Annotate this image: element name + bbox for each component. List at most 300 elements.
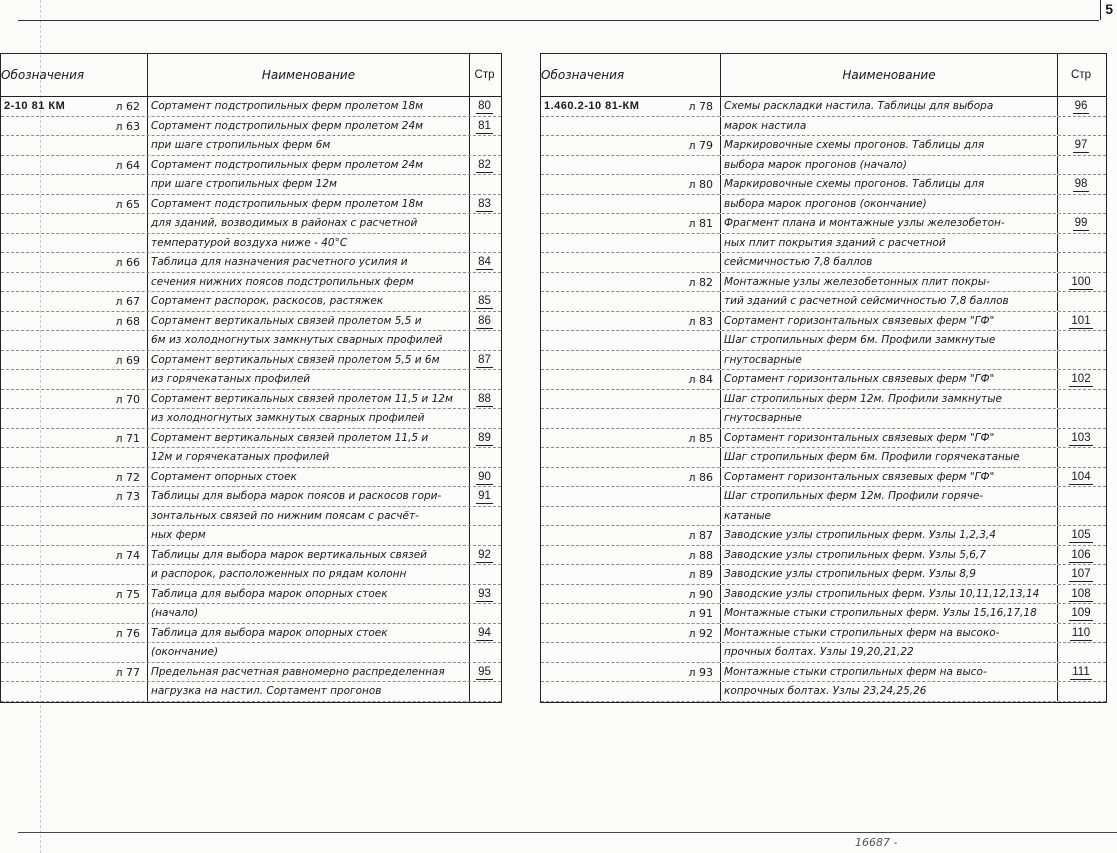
sheet-number: л 90 bbox=[688, 587, 713, 601]
page-cell bbox=[470, 117, 499, 136]
name-cell: Сортамент подстропильных ферм пролетом 18м bbox=[148, 97, 470, 116]
page-cell bbox=[470, 214, 499, 233]
sheet-number bbox=[140, 526, 144, 545]
name-cell: Сортамент горизонтальных связевых ферм "ГФ" bbox=[721, 429, 1058, 448]
table-row bbox=[1, 429, 501, 449]
top-rule bbox=[18, 20, 1099, 21]
sheet-number: л 79 bbox=[688, 139, 713, 152]
table-row bbox=[1, 175, 501, 195]
page-cell bbox=[1058, 585, 1104, 604]
page-cell bbox=[1058, 448, 1104, 467]
name-cell: гнутосварные bbox=[721, 351, 1058, 370]
table-row bbox=[1, 409, 501, 429]
table-row bbox=[541, 370, 1106, 390]
name-cell: Сортамент подстропильных ферм пролетом 24м bbox=[148, 117, 470, 136]
page-value: 87 bbox=[478, 353, 491, 366]
table-header bbox=[541, 54, 1106, 97]
page-cell bbox=[470, 643, 499, 662]
table-row bbox=[541, 507, 1106, 527]
name-cell: Таблица для назначения расчетного усилия и bbox=[148, 253, 470, 272]
sheet-number bbox=[713, 331, 717, 350]
table-row bbox=[541, 429, 1106, 449]
sheet-number: л 91 bbox=[688, 607, 713, 620]
page-value: 107 bbox=[1071, 568, 1091, 580]
sheet-number bbox=[713, 156, 717, 175]
designation-cell bbox=[541, 546, 721, 565]
name-cell: Заводские узлы стропильных ферм. Узлы 5,6,7 bbox=[721, 546, 1058, 565]
table-row bbox=[541, 663, 1106, 683]
table-row bbox=[1, 370, 501, 390]
sheet-number bbox=[713, 643, 717, 662]
designation-cell bbox=[541, 312, 721, 331]
page-cell bbox=[470, 156, 499, 175]
table-body bbox=[1, 97, 501, 702]
designation-cell bbox=[541, 253, 721, 272]
page-value: 110 bbox=[1071, 626, 1091, 639]
name-cell: температурой воздуха ниже - 40°С bbox=[148, 234, 470, 253]
designation-cell bbox=[1, 390, 148, 409]
sheet-number bbox=[713, 682, 717, 701]
name-cell: Фрагмент плана и монтажные узлы железобетон- bbox=[721, 214, 1058, 233]
name-cell: Монтажные стыки стропильных ферм на высоко- bbox=[721, 624, 1058, 643]
page-cell bbox=[1058, 468, 1104, 487]
designation-cell bbox=[1, 585, 148, 604]
sheet-number: л 92 bbox=[688, 626, 713, 640]
table-row bbox=[1, 585, 501, 605]
sheet-number bbox=[140, 604, 144, 623]
page-cell bbox=[470, 448, 499, 467]
name-cell: Заводские узлы стропильных ферм. Узлы 1,2,3,4 bbox=[721, 526, 1058, 545]
table-row bbox=[1, 331, 501, 351]
designation-cell bbox=[541, 526, 721, 545]
designation-cell bbox=[1, 97, 148, 116]
designation-cell bbox=[541, 565, 721, 584]
sheet-number bbox=[140, 214, 144, 233]
table-row bbox=[541, 682, 1106, 702]
page-cell bbox=[1058, 253, 1104, 272]
page-cell bbox=[470, 429, 499, 448]
page-value: 99 bbox=[1074, 217, 1088, 229]
designation-cell bbox=[541, 370, 721, 389]
header-designation: Обозначения bbox=[1, 54, 148, 96]
name-cell: (начало) bbox=[148, 604, 470, 623]
name-cell: Сортамент вертикальных связей пролетом 5,5 и bbox=[148, 312, 470, 331]
page-cell bbox=[1058, 643, 1104, 662]
page-value: 108 bbox=[1071, 587, 1091, 600]
designation-cell bbox=[1, 351, 148, 370]
table-row bbox=[1, 214, 501, 234]
document-mark: 16687 - bbox=[855, 836, 898, 849]
name-cell: и распорок, расположенных по рядам колонн bbox=[148, 565, 470, 584]
page-value: 98 bbox=[1074, 178, 1088, 190]
designation-cell bbox=[1, 468, 148, 487]
name-cell: 12м и горячекатаных профилей bbox=[148, 448, 470, 467]
page-value: 101 bbox=[1071, 314, 1091, 327]
sheet-number: л 70 bbox=[115, 392, 140, 406]
designation-cell bbox=[541, 273, 721, 292]
designation-cell bbox=[1, 175, 148, 194]
page-cell bbox=[1058, 370, 1104, 389]
table-row bbox=[1, 546, 501, 566]
page-value: 102 bbox=[1071, 373, 1091, 385]
page-value: 91 bbox=[478, 490, 491, 502]
table-row bbox=[1, 468, 501, 488]
page-cell bbox=[470, 234, 499, 253]
name-cell: зонтальных связей по нижним поясам с расчёт- bbox=[148, 507, 470, 526]
name-cell: Таблица для выбора марок опорных стоек bbox=[148, 585, 470, 604]
table-row bbox=[1, 351, 501, 371]
page-cell bbox=[1058, 526, 1104, 545]
designation-cell bbox=[1, 624, 148, 643]
table-row bbox=[541, 97, 1106, 117]
designation-cell bbox=[541, 682, 721, 701]
page-cell bbox=[470, 624, 499, 643]
designation-cell bbox=[541, 390, 721, 409]
designation-cell bbox=[541, 507, 721, 526]
designation-cell bbox=[541, 643, 721, 662]
sheet-number bbox=[140, 136, 144, 155]
sheet-number: л 73 bbox=[115, 490, 140, 503]
sheet-number: л 66 bbox=[115, 256, 140, 269]
designation-cell bbox=[541, 195, 721, 214]
page-cell bbox=[1058, 97, 1104, 116]
page-cell bbox=[1058, 214, 1104, 233]
table-row bbox=[541, 273, 1106, 293]
designation-cell bbox=[1, 604, 148, 623]
page-cell bbox=[470, 663, 499, 682]
designation-cell bbox=[541, 136, 721, 155]
sheet-number bbox=[140, 448, 144, 467]
designation-cell bbox=[541, 624, 721, 643]
table-row bbox=[541, 643, 1106, 663]
contents-table-left bbox=[0, 53, 502, 703]
name-cell: тий зданий с расчетной сейсмичностью 7,8 баллов bbox=[721, 292, 1058, 311]
page-cell bbox=[1058, 487, 1104, 506]
designation-cell bbox=[1, 195, 148, 214]
designation-cell bbox=[1, 565, 148, 584]
table-row bbox=[1, 390, 501, 410]
table-row bbox=[541, 390, 1106, 410]
sheet-number: л 67 bbox=[115, 295, 140, 308]
table-row bbox=[541, 546, 1106, 566]
page-cell bbox=[1058, 409, 1104, 428]
sheet-number: л 86 bbox=[688, 470, 713, 484]
name-cell: сейсмичностью 7,8 баллов bbox=[721, 253, 1058, 272]
page-cell bbox=[470, 370, 499, 389]
designation-cell bbox=[1, 429, 148, 448]
name-cell: Заводские узлы стропильных ферм. Узлы 10,11,12,13,14 bbox=[721, 585, 1058, 604]
page-cell bbox=[470, 507, 499, 526]
name-cell: при шаге стропильных ферм 12м bbox=[148, 175, 470, 194]
sheet-number: л 68 bbox=[115, 314, 140, 328]
page-value: 84 bbox=[478, 256, 491, 268]
page-cell bbox=[1058, 682, 1104, 701]
page-value: 92 bbox=[478, 548, 491, 561]
table-row bbox=[541, 624, 1106, 644]
page-value: 104 bbox=[1071, 470, 1091, 483]
page-value: 88 bbox=[478, 392, 491, 405]
designation-cell bbox=[541, 585, 721, 604]
page-value: 83 bbox=[478, 197, 491, 210]
name-cell: Монтажные стыки стропильных ферм. Узлы 15,16,17,18 bbox=[721, 604, 1058, 623]
sheet-number: л 88 bbox=[688, 548, 713, 562]
sheet-number bbox=[140, 273, 144, 292]
table-row bbox=[1, 292, 501, 312]
table-row bbox=[1, 526, 501, 546]
header-page: Стр bbox=[474, 69, 495, 81]
table-row bbox=[1, 507, 501, 527]
name-cell: марок настила bbox=[721, 117, 1058, 136]
designation-cell bbox=[1, 292, 148, 311]
name-cell: Таблицы для выбора марок поясов и раскосов гори- bbox=[148, 487, 470, 506]
sheet-number bbox=[140, 565, 144, 584]
page-value: 93 bbox=[478, 587, 491, 600]
table-row bbox=[1, 234, 501, 254]
designation-cell bbox=[1, 526, 148, 545]
sheet-number: л 77 bbox=[115, 665, 140, 679]
header-name: Наименование bbox=[148, 54, 470, 96]
sheet-number bbox=[713, 195, 717, 214]
sheet-number: л 82 bbox=[688, 275, 713, 289]
name-cell: Схемы раскладки настила. Таблицы для выбора bbox=[721, 97, 1058, 116]
sheet-number bbox=[713, 351, 717, 370]
name-cell: выбора марок прогонов (окончание) bbox=[721, 195, 1058, 214]
designation-cell bbox=[541, 409, 721, 428]
name-cell: Предельная расчетная равномерно распределенная bbox=[148, 663, 470, 682]
designation-cell bbox=[541, 448, 721, 467]
table-row bbox=[541, 409, 1106, 429]
name-cell: сечения нижних поясов подстропильных ферм bbox=[148, 273, 470, 292]
page-cell bbox=[1058, 663, 1104, 682]
page-value: 103 bbox=[1071, 431, 1091, 444]
page-cell bbox=[1058, 234, 1104, 253]
page-cell bbox=[470, 136, 499, 155]
table-row bbox=[541, 565, 1106, 585]
page-value: 89 bbox=[478, 431, 491, 444]
header-designation: Обозначения bbox=[541, 54, 721, 96]
table-row bbox=[541, 604, 1106, 624]
table-row bbox=[1, 663, 501, 683]
table-row bbox=[1, 682, 501, 702]
sheet-number: л 69 bbox=[115, 353, 140, 367]
designation-cell bbox=[1, 214, 148, 233]
page-cell bbox=[470, 526, 499, 545]
page-cell bbox=[1058, 312, 1104, 331]
sheet-number bbox=[140, 643, 144, 662]
designation-cell bbox=[1, 663, 148, 682]
name-cell: ных плит покрытия зданий с расчетной bbox=[721, 234, 1058, 253]
page-cell bbox=[1058, 429, 1104, 448]
sheet-number bbox=[713, 448, 717, 467]
page-value: 86 bbox=[478, 314, 491, 327]
page-value: 97 bbox=[1074, 139, 1088, 151]
page-cell bbox=[470, 585, 499, 604]
header-page: Стр bbox=[1071, 69, 1091, 81]
sheet-number bbox=[713, 117, 717, 136]
designation-cell bbox=[541, 214, 721, 233]
designation-cell bbox=[541, 175, 721, 194]
page-cell bbox=[470, 565, 499, 584]
table-row bbox=[1, 565, 501, 585]
page-cell bbox=[1058, 604, 1104, 623]
sheet-number bbox=[140, 682, 144, 701]
sheet-number: л 75 bbox=[115, 587, 140, 601]
page-number: 5 bbox=[1100, 0, 1113, 20]
table-row bbox=[1, 195, 501, 215]
name-cell: при шаге стропильных ферм 6м bbox=[148, 136, 470, 155]
page-cell bbox=[1058, 175, 1104, 194]
page-value: 109 bbox=[1071, 607, 1091, 619]
bottom-rule bbox=[18, 832, 1117, 833]
table-row bbox=[541, 526, 1106, 546]
name-cell: гнутосварные bbox=[721, 409, 1058, 428]
sheet-number: л 81 bbox=[688, 217, 713, 230]
sheet-number: л 87 bbox=[688, 529, 713, 542]
sheet-number: л 74 bbox=[115, 548, 140, 562]
table-row bbox=[541, 585, 1106, 605]
page-cell bbox=[470, 390, 499, 409]
page-cell bbox=[1058, 507, 1104, 526]
designation-cell bbox=[541, 487, 721, 506]
table-row bbox=[541, 331, 1106, 351]
page-cell bbox=[1058, 136, 1104, 155]
designation-cell bbox=[541, 351, 721, 370]
table-row bbox=[541, 292, 1106, 312]
page-cell bbox=[470, 273, 499, 292]
page-cell bbox=[470, 97, 499, 116]
name-cell: (окончание) bbox=[148, 643, 470, 662]
designation-cell bbox=[1, 448, 148, 467]
designation-cell bbox=[1, 370, 148, 389]
designation-cell bbox=[1, 643, 148, 662]
page-cell bbox=[470, 604, 499, 623]
page-value: 106 bbox=[1071, 548, 1091, 561]
table-row bbox=[541, 136, 1106, 156]
name-cell: из холодногнутых замкнутых сварных профилей bbox=[148, 409, 470, 428]
page-cell bbox=[1058, 565, 1104, 584]
page-cell bbox=[470, 331, 499, 350]
name-cell: катаные bbox=[721, 507, 1058, 526]
sheet-number: л 63 bbox=[115, 119, 140, 133]
designation-cell bbox=[541, 429, 721, 448]
designation-cell bbox=[541, 97, 721, 116]
designation-cell bbox=[1, 156, 148, 175]
sheet-number bbox=[140, 234, 144, 253]
table-row bbox=[1, 136, 501, 156]
designation-cell bbox=[541, 234, 721, 253]
name-cell: Таблицы для выбора марок вертикальных связей bbox=[148, 546, 470, 565]
name-cell: для зданий, возводимых в районах с расчетной bbox=[148, 214, 470, 233]
name-cell: Маркировочные схемы прогонов. Таблицы для bbox=[721, 136, 1058, 155]
name-cell: Сортамент вертикальных связей пролетом 5,5 и 6м bbox=[148, 351, 470, 370]
sheet-number bbox=[713, 487, 717, 506]
designation-cell bbox=[541, 292, 721, 311]
table-row bbox=[1, 273, 501, 293]
sheet-number: л 72 bbox=[115, 470, 140, 484]
table-row bbox=[1, 643, 501, 663]
page-cell bbox=[1058, 273, 1104, 292]
table-row bbox=[1, 487, 501, 507]
designation-cell bbox=[1, 682, 148, 701]
page-value: 100 bbox=[1071, 275, 1091, 288]
designation-cell bbox=[1, 312, 148, 331]
sheet-number: л 64 bbox=[115, 158, 140, 172]
header-name: Наименование bbox=[721, 54, 1058, 96]
page-cell bbox=[470, 292, 499, 311]
page-cell bbox=[470, 253, 499, 272]
name-cell: Сортамент подстропильных ферм пролетом 24м bbox=[148, 156, 470, 175]
designation-cell bbox=[541, 604, 721, 623]
name-cell: Сортамент подстропильных ферм пролетом 18м bbox=[148, 195, 470, 214]
name-cell: Сортамент вертикальных связей пролетом 11,5 и 12м bbox=[148, 390, 470, 409]
page-cell bbox=[1058, 624, 1104, 643]
page-value: 105 bbox=[1071, 529, 1091, 541]
page-cell bbox=[470, 195, 499, 214]
name-cell: прочных болтах. Узлы 19,20,21,22 bbox=[721, 643, 1058, 662]
designation-cell bbox=[1, 136, 148, 155]
name-cell: выбора марок прогонов (начало) bbox=[721, 156, 1058, 175]
table-row bbox=[541, 195, 1106, 215]
page-cell bbox=[1058, 390, 1104, 409]
page-cell bbox=[470, 175, 499, 194]
table-row bbox=[1, 117, 501, 137]
name-cell: Сортамент вертикальных связей пролетом 11,5 и bbox=[148, 429, 470, 448]
sheet-number: л 84 bbox=[688, 373, 713, 386]
designation-cell bbox=[1, 546, 148, 565]
table-row bbox=[1, 156, 501, 176]
sheet-number bbox=[713, 253, 717, 272]
table-row bbox=[541, 156, 1106, 176]
designation-cell bbox=[1, 117, 148, 136]
table-row bbox=[1, 604, 501, 624]
table-row bbox=[1, 253, 501, 273]
sheet-number: л 93 bbox=[688, 665, 713, 679]
designation-cell bbox=[541, 156, 721, 175]
table-row bbox=[1, 448, 501, 468]
sheet-number: л 76 bbox=[115, 626, 140, 640]
sheet-number: л 80 bbox=[688, 178, 713, 191]
page-value: 85 bbox=[478, 295, 491, 307]
table-row bbox=[541, 234, 1106, 254]
name-cell: Заводские узлы стропильных ферм. Узлы 8,9 bbox=[721, 565, 1058, 584]
page-cell bbox=[1058, 292, 1104, 311]
table-row bbox=[541, 253, 1106, 273]
designation-cell bbox=[541, 468, 721, 487]
name-cell: Маркировочные схемы прогонов. Таблицы для bbox=[721, 175, 1058, 194]
table-row bbox=[541, 487, 1106, 507]
table-row bbox=[1, 624, 501, 644]
page-value: 111 bbox=[1072, 665, 1090, 678]
page-cell bbox=[1058, 546, 1104, 565]
name-cell: из горячекатаных профилей bbox=[148, 370, 470, 389]
designation-cell bbox=[1, 487, 148, 506]
page-cell bbox=[470, 409, 499, 428]
page-value: 82 bbox=[478, 158, 491, 171]
page-cell bbox=[470, 546, 499, 565]
table-header bbox=[1, 54, 501, 97]
name-cell: Сортамент распорок, раскосов, растяжек bbox=[148, 292, 470, 311]
designation-cell bbox=[541, 117, 721, 136]
page-cell bbox=[1058, 351, 1104, 370]
series-ref: 2-10 81 КМ bbox=[4, 100, 66, 112]
table-row bbox=[1, 97, 501, 117]
sheet-number bbox=[713, 292, 717, 311]
name-cell: 6м из холодногнутых замкнутых сварных профилей bbox=[148, 331, 470, 350]
page-cell bbox=[1058, 331, 1104, 350]
name-cell: Сортамент горизонтальных связевых ферм "ГФ" bbox=[721, 370, 1058, 389]
name-cell: Шаг стропильных ферм 12м. Профили замкнутые bbox=[721, 390, 1058, 409]
sheet-number: л 83 bbox=[688, 314, 713, 328]
